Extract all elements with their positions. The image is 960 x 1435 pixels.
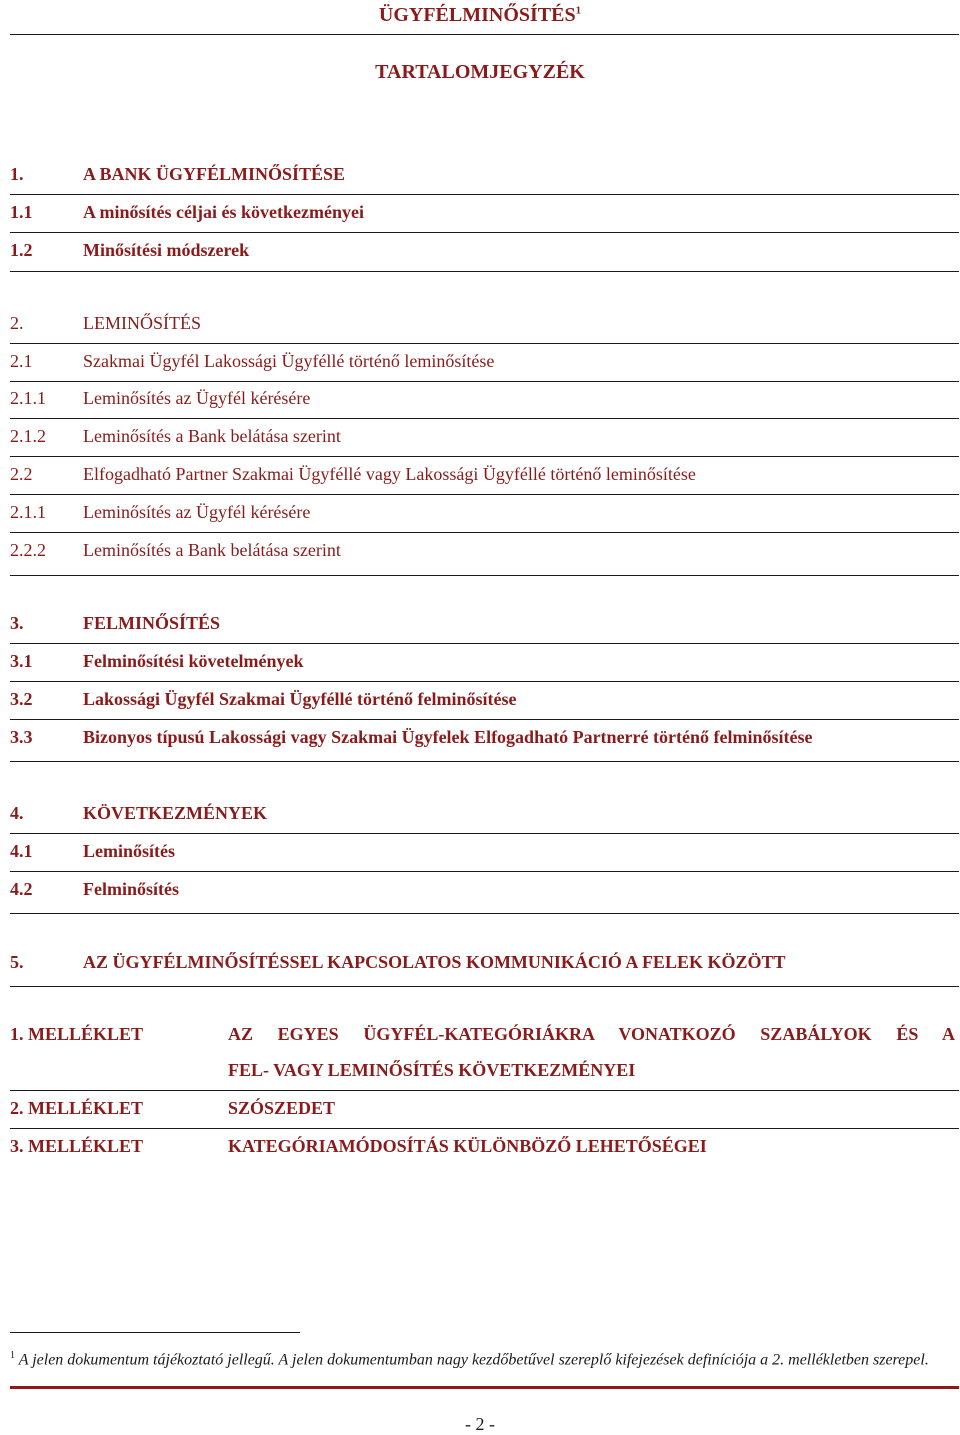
divider (10, 913, 959, 914)
divider (10, 761, 959, 762)
divider (10, 643, 959, 644)
toc-heading: TARTALOMJEGYZÉK (375, 61, 585, 83)
footnote-separator (10, 1332, 300, 1333)
footer-rule (10, 1386, 959, 1389)
divider (10, 381, 959, 382)
divider (10, 271, 959, 272)
document-title: ÜGYFÉLMINŐSÍTÉS$^1$ (378, 4, 582, 26)
annex-title-line: AZ EGYES ÜGYFÉL-KATEGÓRIÁKRA VONATKOZÓ SZABÁLYOK ÉS A (228, 1024, 955, 1044)
footnote-mark: 1 (10, 1350, 15, 1361)
divider (10, 418, 959, 419)
divider (10, 494, 959, 495)
divider (10, 575, 959, 576)
title-footnote-mark: 1 (575, 4, 582, 17)
footnote (10, 1346, 956, 1370)
divider (10, 833, 959, 834)
divider (10, 194, 959, 195)
divider (10, 871, 959, 872)
divider (10, 34, 959, 35)
table-of-contents: 1. A BANK ÜGYFÉLMINŐSÍTÉSE 1.1 A minősítés céljai és következményei 1.2 Minősítési módszerek 2. LEMINŐSÍTÉS 2.1 Szakmai Ügyfél Lakossági Ügyféllé történő leminősítése 2.1.1 Leminősítés az Ügyfél kérésére 2.1.2 Leminősítés a Bank belátása szerint 2.2 Elfogadható Partner Szakmai Ügyféllé vagy Lakossági Ügyféllé történő leminősítése 2.1.1 Leminősítés az Ügyfél kérésére 2.2.2 Leminősítés a Bank belátása szerint 3. FELMINŐSÍTÉS 3.1 Felminősítési követelmények 3.2 Lakossági Ügyfél Szakmai Ügyféllé történő felminősítése 3.3 Bizonyos típusú Lakossági vagy Szakmai Ügyfelek Elfogadható Partnerré történő felminősítése 4. KÖVETKEZMÉNYEK 4.1 Leminősítés 4.2 Felminősítés 5. AZ ÜGYFÉLMINŐSÍTÉSSEL KAPCSOLATOS KOMMUNIKÁCIÓ A FELEK KÖZÖTT 1. MELLÉKLET AZ EGYES ÜGYFÉL-KATEGÓRIÁKRA VONATKOZÓ SZABÁLYOK ÉS A FEL- VAGY LEMINŐSÍTÉS KÖVETKEZMÉNYEI 2. MELLÉKLET SZÓSZEDET 3. MELLÉKLET KATEGÓRIAMÓDOSÍTÁS KÜLÖNBÖZŐ LEHETŐSÉGEI (0, 0, 960, 1434)
footnote-text: A jelen dokumentum tájékoztató jellegű. A jelen dokumentumban nagy kezdőbetűvel szereplő kifejezések definíciója a 2. mellékletben szerepel. (18, 1351, 929, 1369)
divider (10, 232, 959, 233)
divider (10, 456, 959, 457)
divider (10, 986, 959, 987)
divider (10, 1090, 959, 1091)
divider (10, 1128, 959, 1129)
page-number: - 2 - (465, 1414, 495, 1434)
divider (10, 681, 959, 682)
divider (10, 532, 959, 533)
annex-title-line: FEL- VAGY LEMINŐSÍTÉS KÖVETKEZMÉNYEI (228, 1060, 636, 1080)
divider (10, 719, 959, 720)
divider (10, 343, 959, 344)
